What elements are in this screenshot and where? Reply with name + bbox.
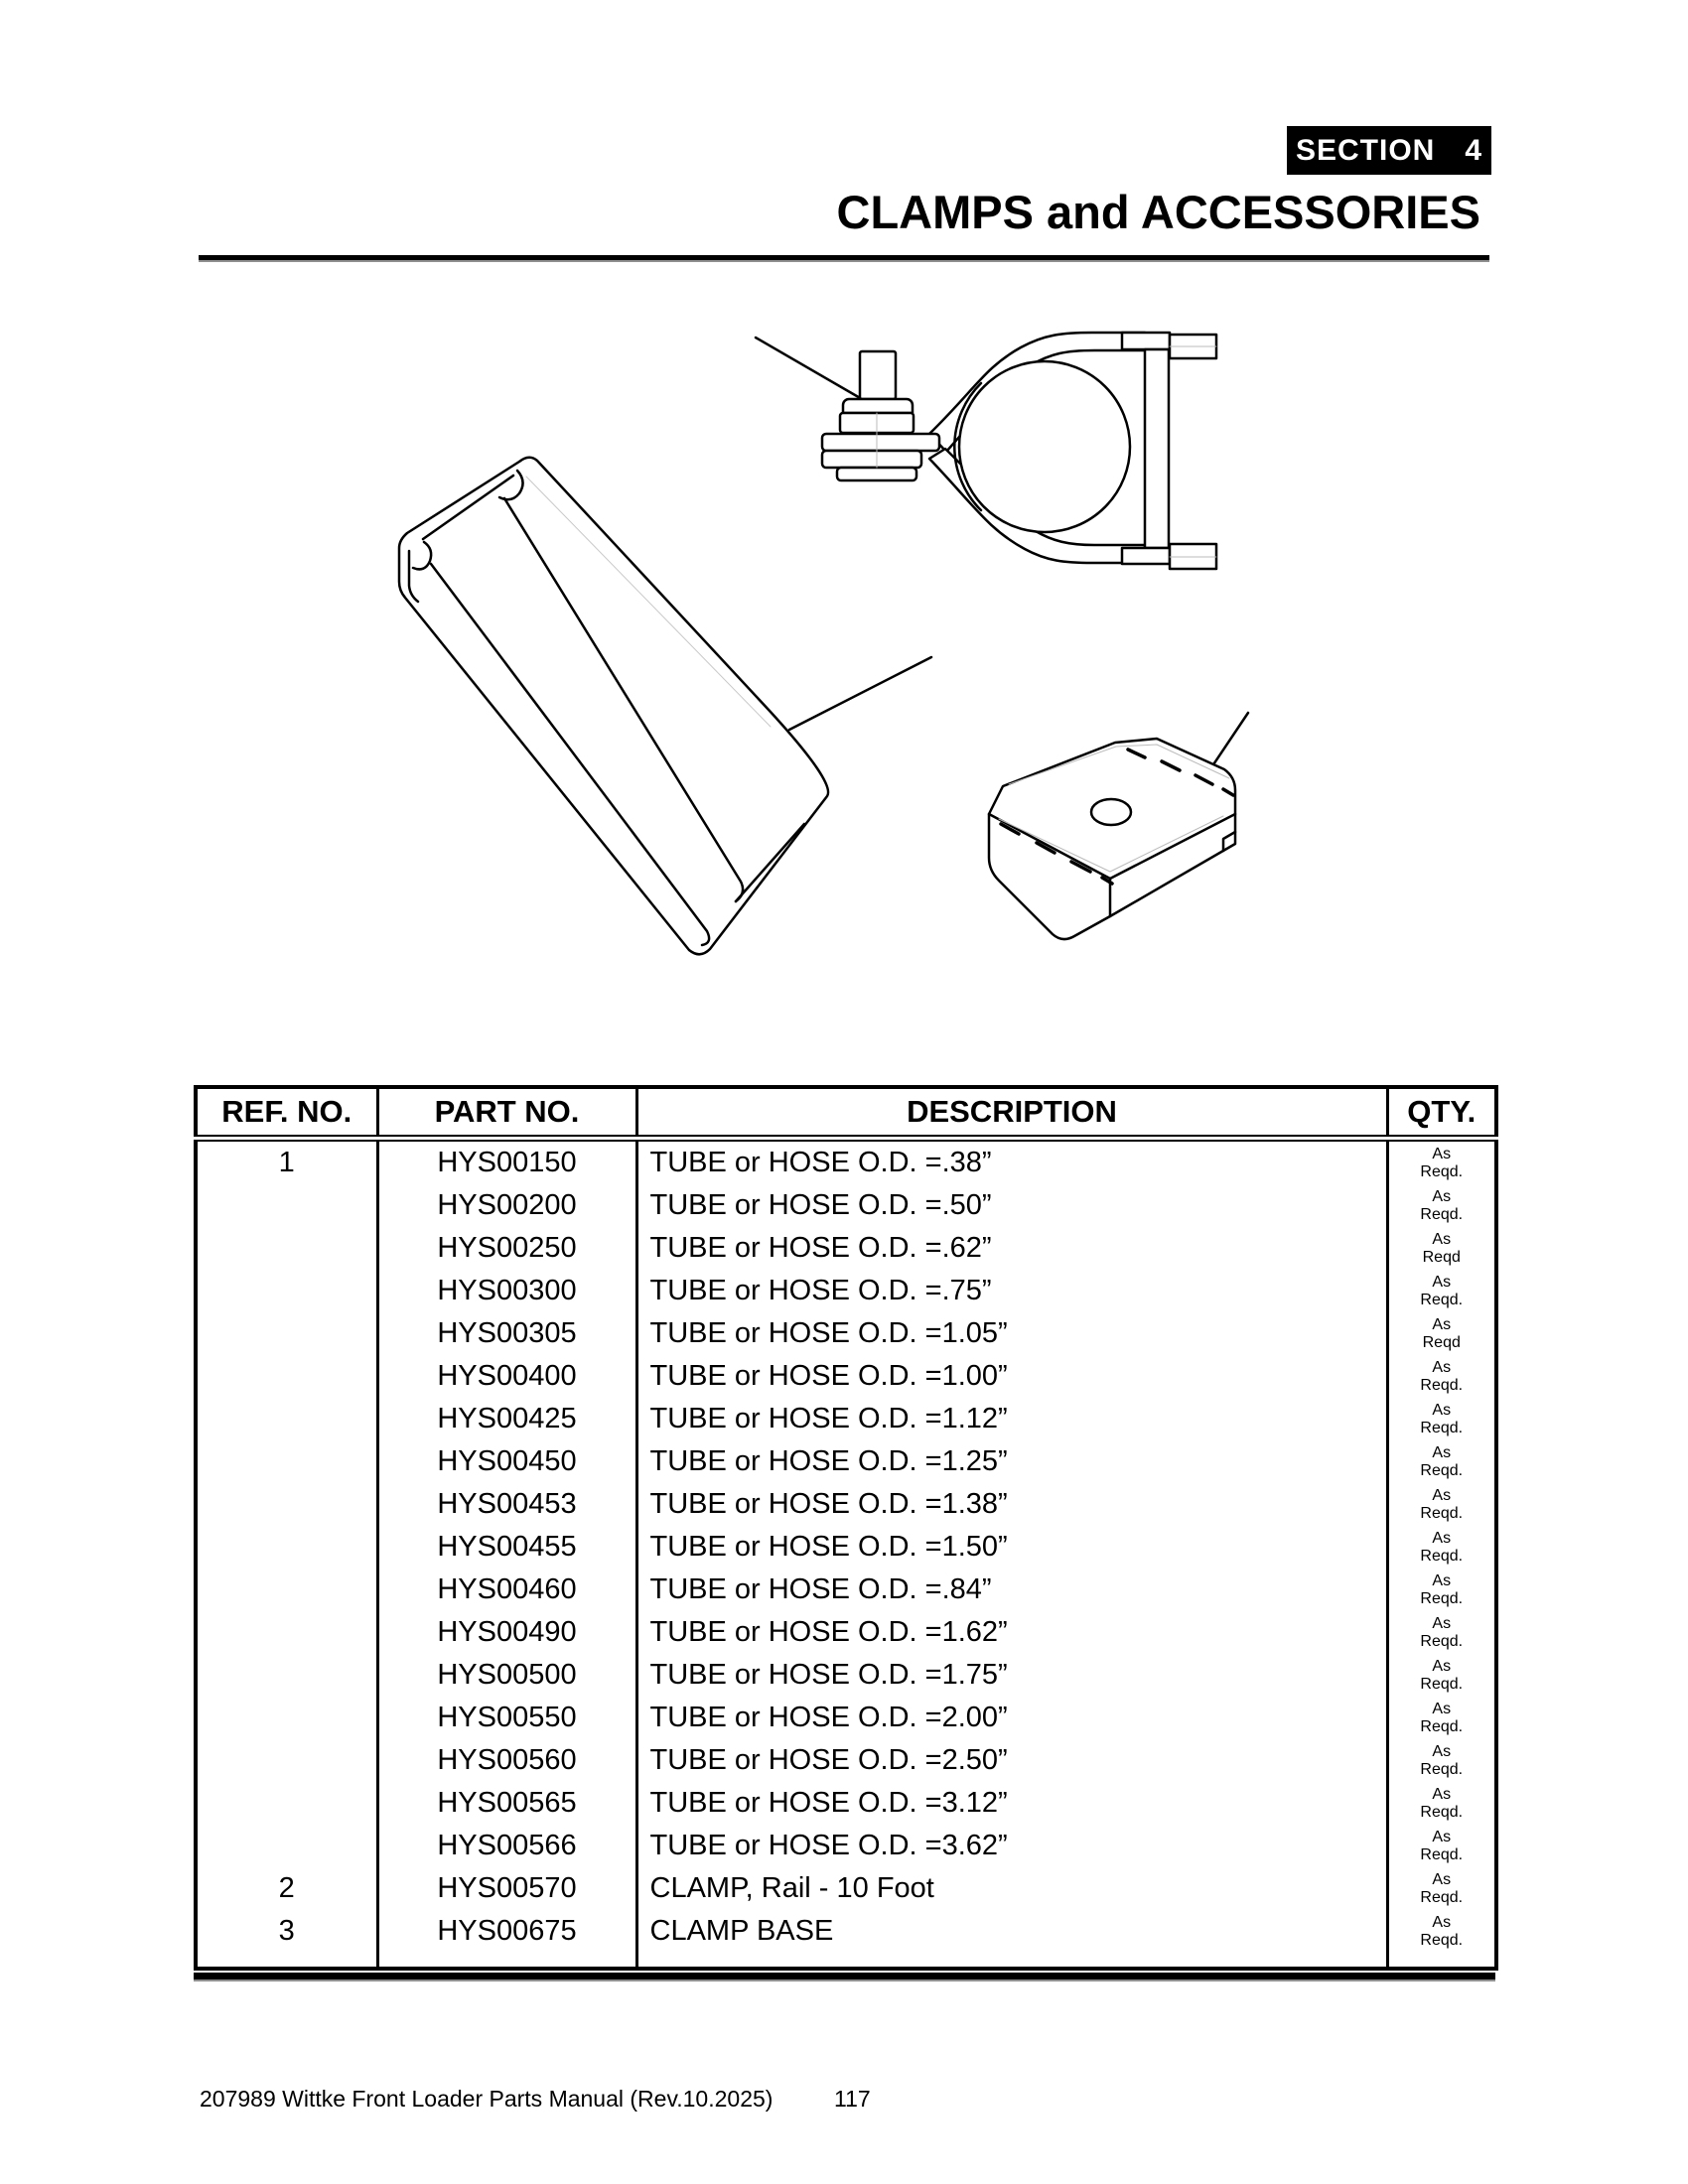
bottom-rule bbox=[194, 1973, 1495, 1981]
qty-line: Reqd. bbox=[1420, 1291, 1464, 1308]
qty-cell bbox=[1387, 1739, 1496, 1782]
qty-cell bbox=[1387, 1782, 1496, 1825]
mounting-rail-drawing bbox=[377, 437, 953, 973]
description-cell: TUBE or HOSE O.D. =.38” bbox=[636, 1139, 1387, 1185]
qty-line: Reqd. bbox=[1420, 1461, 1464, 1479]
qty-line: Reqd. bbox=[1420, 1504, 1464, 1522]
section-badge bbox=[1287, 126, 1491, 175]
part-no-cell: HYS00250 bbox=[377, 1227, 636, 1270]
part-no-cell: HYS00566 bbox=[377, 1825, 636, 1867]
qty-cell bbox=[1387, 1867, 1496, 1910]
table-row bbox=[196, 1355, 1496, 1398]
footer-page-number: 117 bbox=[834, 2086, 871, 2112]
ref-no-cell bbox=[196, 1355, 377, 1398]
filler-cell bbox=[636, 1953, 1387, 1969]
description-cell: TUBE or HOSE O.D. =1.00” bbox=[636, 1355, 1387, 1398]
table-row bbox=[196, 1611, 1496, 1654]
part-no-cell: HYS00200 bbox=[377, 1184, 636, 1227]
qty-line: As bbox=[1432, 1273, 1452, 1291]
qty-line: As bbox=[1432, 1401, 1452, 1419]
table-row bbox=[196, 1867, 1496, 1910]
footer-manual-title: 207989 Wittke Front Loader Parts Manual (Rev.10.2025) bbox=[200, 2086, 774, 2112]
qty-line: As bbox=[1432, 1443, 1452, 1461]
ref-no-cell bbox=[196, 1483, 377, 1526]
ref-no-cell bbox=[196, 1312, 377, 1355]
part-no-cell: HYS00565 bbox=[377, 1782, 636, 1825]
qty-cell bbox=[1387, 1910, 1496, 1953]
filler-cell bbox=[196, 1953, 377, 1969]
title-rule bbox=[199, 255, 1489, 262]
qty-cell bbox=[1387, 1270, 1496, 1312]
description-cell: TUBE or HOSE O.D. =1.05” bbox=[636, 1312, 1387, 1355]
ref-no-cell bbox=[196, 1782, 377, 1825]
qty-cell bbox=[1387, 1483, 1496, 1526]
description-cell: TUBE or HOSE O.D. =1.12” bbox=[636, 1398, 1387, 1440]
table-row bbox=[196, 1782, 1496, 1825]
table-row bbox=[196, 1398, 1496, 1440]
qty-line: Reqd. bbox=[1420, 1888, 1464, 1906]
qty-line: As bbox=[1432, 1870, 1452, 1888]
part-no-cell: HYS00500 bbox=[377, 1654, 636, 1697]
description-cell: TUBE or HOSE O.D. =1.75” bbox=[636, 1654, 1387, 1697]
part-no-cell: HYS00400 bbox=[377, 1355, 636, 1398]
qty-line: As bbox=[1432, 1785, 1452, 1803]
section-badge-number: 4 bbox=[1465, 133, 1483, 167]
description-cell: TUBE or HOSE O.D. =2.50” bbox=[636, 1739, 1387, 1782]
filler-cell bbox=[1387, 1953, 1496, 1969]
description-cell: TUBE or HOSE O.D. =.75” bbox=[636, 1270, 1387, 1312]
ref-no-cell bbox=[196, 1697, 377, 1739]
description-cell: TUBE or HOSE O.D. =1.25” bbox=[636, 1440, 1387, 1483]
qty-line: Reqd bbox=[1422, 1248, 1461, 1266]
part-no-cell: HYS00305 bbox=[377, 1312, 636, 1355]
qty-cell bbox=[1387, 1139, 1496, 1185]
part-no-cell: HYS00450 bbox=[377, 1440, 636, 1483]
table-header-row bbox=[196, 1087, 1496, 1139]
rail-leader-line bbox=[789, 657, 931, 730]
ref-no-cell bbox=[196, 1654, 377, 1697]
table-row bbox=[196, 1739, 1496, 1782]
description-cell: TUBE or HOSE O.D. =1.62” bbox=[636, 1611, 1387, 1654]
qty-cell bbox=[1387, 1440, 1496, 1483]
ref-no-cell bbox=[196, 1611, 377, 1654]
filler-cell bbox=[377, 1953, 636, 1969]
table-row bbox=[196, 1440, 1496, 1483]
ref-no-cell bbox=[196, 1440, 377, 1483]
qty-line: Reqd. bbox=[1420, 1632, 1464, 1650]
table-row bbox=[196, 1184, 1496, 1227]
ref-no-cell bbox=[196, 1526, 377, 1569]
table-row bbox=[196, 1270, 1496, 1312]
qty-line: As bbox=[1432, 1358, 1452, 1376]
table-row bbox=[196, 1825, 1496, 1867]
ref-no-cell: 1 bbox=[196, 1139, 377, 1185]
qty-line: As bbox=[1432, 1742, 1452, 1760]
table-row bbox=[196, 1697, 1496, 1739]
qty-line: As bbox=[1432, 1571, 1452, 1589]
part-no-cell: HYS00560 bbox=[377, 1739, 636, 1782]
table-row bbox=[196, 1569, 1496, 1611]
part-no-cell: HYS00300 bbox=[377, 1270, 636, 1312]
part-no-cell: HYS00150 bbox=[377, 1139, 636, 1185]
qty-line: As bbox=[1432, 1614, 1452, 1632]
table-filler-row bbox=[196, 1953, 1496, 1969]
qty-cell bbox=[1387, 1654, 1496, 1697]
qty-line: Reqd. bbox=[1420, 1845, 1464, 1863]
table-row bbox=[196, 1483, 1496, 1526]
description-cell: TUBE or HOSE O.D. =1.38” bbox=[636, 1483, 1387, 1526]
qty-cell bbox=[1387, 1355, 1496, 1398]
description-cell: TUBE or HOSE O.D. =3.12” bbox=[636, 1782, 1387, 1825]
qty-line: As bbox=[1432, 1145, 1452, 1162]
table-row bbox=[196, 1526, 1496, 1569]
part-no-cell: HYS00455 bbox=[377, 1526, 636, 1569]
qty-line: Reqd bbox=[1422, 1333, 1461, 1351]
qty-cell bbox=[1387, 1227, 1496, 1270]
ref-no-cell bbox=[196, 1184, 377, 1227]
qty-line: As bbox=[1432, 1230, 1452, 1248]
qty-line: Reqd. bbox=[1420, 1376, 1464, 1394]
part-no-cell: HYS00425 bbox=[377, 1398, 636, 1440]
clamp-leader-line bbox=[756, 338, 862, 399]
description-cell: CLAMP, Rail - 10 Foot bbox=[636, 1867, 1387, 1910]
qty-line: Reqd. bbox=[1420, 1547, 1464, 1565]
ref-no-cell bbox=[196, 1825, 377, 1867]
qty-line: As bbox=[1432, 1913, 1452, 1931]
parts-table-body bbox=[196, 1139, 1496, 1970]
ref-no-cell: 2 bbox=[196, 1867, 377, 1910]
part-no-cell: HYS00490 bbox=[377, 1611, 636, 1654]
qty-line: As bbox=[1432, 1529, 1452, 1547]
part-no-cell: HYS00550 bbox=[377, 1697, 636, 1739]
ref-no-cell bbox=[196, 1227, 377, 1270]
qty-cell bbox=[1387, 1569, 1496, 1611]
description-cell: TUBE or HOSE O.D. =.62” bbox=[636, 1227, 1387, 1270]
ref-no-cell bbox=[196, 1569, 377, 1611]
header-description: DESCRIPTION bbox=[636, 1087, 1387, 1139]
header-part-no: PART NO. bbox=[377, 1087, 636, 1139]
qty-line: As bbox=[1432, 1187, 1452, 1205]
qty-cell bbox=[1387, 1825, 1496, 1867]
qty-line: Reqd. bbox=[1420, 1760, 1464, 1778]
qty-line: Reqd. bbox=[1420, 1162, 1464, 1180]
table-row bbox=[196, 1910, 1496, 1953]
qty-line: Reqd. bbox=[1420, 1717, 1464, 1735]
qty-cell bbox=[1387, 1697, 1496, 1739]
qty-line: As bbox=[1432, 1315, 1452, 1333]
ref-no-cell bbox=[196, 1739, 377, 1782]
qty-cell bbox=[1387, 1312, 1496, 1355]
qty-line: Reqd. bbox=[1420, 1803, 1464, 1821]
header-qty: QTY. bbox=[1387, 1087, 1496, 1139]
page-title: CLAMPS and ACCESSORIES bbox=[836, 186, 1480, 238]
part-no-cell: HYS00570 bbox=[377, 1867, 636, 1910]
part-no-cell: HYS00675 bbox=[377, 1910, 636, 1953]
description-cell: TUBE or HOSE O.D. =1.50” bbox=[636, 1526, 1387, 1569]
qty-line: As bbox=[1432, 1657, 1452, 1675]
qty-line: Reqd. bbox=[1420, 1205, 1464, 1223]
qty-line: Reqd. bbox=[1420, 1419, 1464, 1436]
description-cell: TUBE or HOSE O.D. =.84” bbox=[636, 1569, 1387, 1611]
description-cell: CLAMP BASE bbox=[636, 1910, 1387, 1953]
part-no-cell: HYS00460 bbox=[377, 1569, 636, 1611]
qty-line: As bbox=[1432, 1700, 1452, 1717]
description-cell: TUBE or HOSE O.D. =.50” bbox=[636, 1184, 1387, 1227]
header-ref-no: REF. NO. bbox=[196, 1087, 377, 1139]
table-row bbox=[196, 1139, 1496, 1185]
table-row bbox=[196, 1654, 1496, 1697]
qty-cell bbox=[1387, 1526, 1496, 1569]
qty-line: As bbox=[1432, 1486, 1452, 1504]
ref-no-cell: 3 bbox=[196, 1910, 377, 1953]
qty-cell bbox=[1387, 1611, 1496, 1654]
part-no-cell: HYS00453 bbox=[377, 1483, 636, 1526]
description-cell: TUBE or HOSE O.D. =3.62” bbox=[636, 1825, 1387, 1867]
section-badge-word: SECTION bbox=[1295, 133, 1436, 167]
clamp-base-drawing bbox=[943, 675, 1420, 993]
qty-line: Reqd. bbox=[1420, 1931, 1464, 1949]
qty-cell bbox=[1387, 1398, 1496, 1440]
qty-line: As bbox=[1432, 1828, 1452, 1845]
table-row bbox=[196, 1312, 1496, 1355]
qty-line: Reqd. bbox=[1420, 1589, 1464, 1607]
table-row bbox=[196, 1227, 1496, 1270]
description-cell: TUBE or HOSE O.D. =2.00” bbox=[636, 1697, 1387, 1739]
qty-line: Reqd. bbox=[1420, 1675, 1464, 1693]
ref-no-cell bbox=[196, 1270, 377, 1312]
qty-cell bbox=[1387, 1184, 1496, 1227]
ref-no-cell bbox=[196, 1398, 377, 1440]
parts-table bbox=[194, 1085, 1498, 1971]
